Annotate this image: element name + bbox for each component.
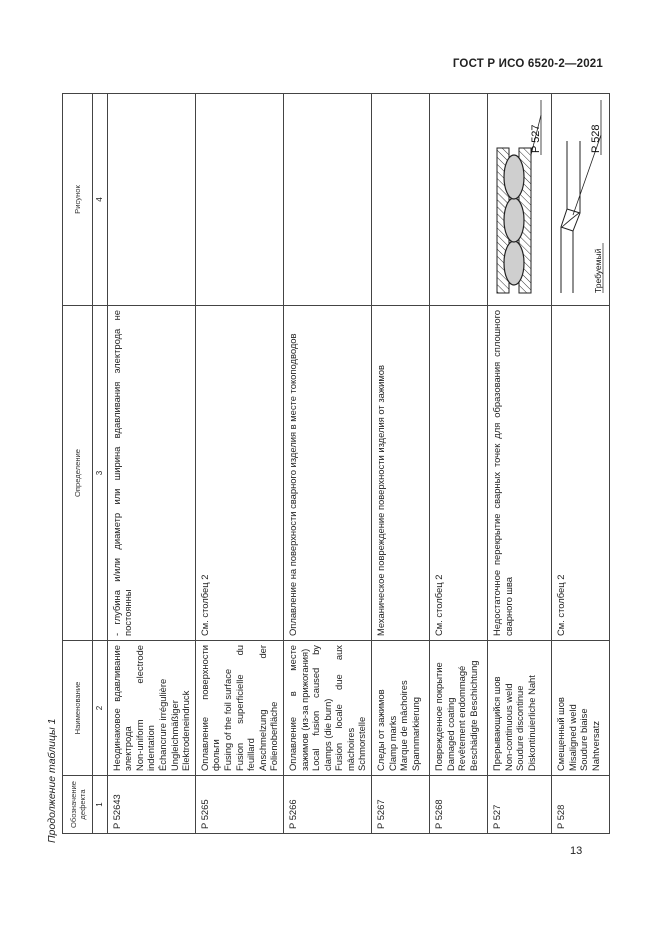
- defect-name: [372, 641, 430, 776]
- name-en: Fusing of the foil surface: [221, 668, 233, 771]
- p528-figure: [553, 94, 609, 305]
- weld-nugget: [504, 241, 524, 285]
- name-fr: Fusion locale due aux mâchoires: [333, 645, 356, 771]
- table-row: [283, 94, 371, 834]
- defect-code: P 5266: [283, 776, 371, 834]
- name-de: Anschmelzung der Folienoberfläche: [256, 645, 280, 771]
- defects-table: [62, 93, 610, 834]
- name-fr: Soudure discontinue: [514, 685, 526, 771]
- defect-code: P 5265: [195, 776, 283, 834]
- rotated-table: [62, 94, 603, 834]
- name-en: Non-continuous weld: [502, 683, 514, 771]
- weld-nugget: [504, 198, 524, 242]
- figure-caption: Требуемый: [592, 248, 603, 293]
- defect-figure: [283, 94, 371, 306]
- table-row: [488, 94, 552, 834]
- upper-edge: [561, 141, 567, 293]
- defect-figure: [107, 94, 195, 306]
- name-de: Schmorstelle: [356, 716, 368, 771]
- document-header: ГОСТ Р ИСО 6520-2—2021: [452, 58, 603, 70]
- defect-definition: См. столбец 2: [552, 306, 610, 641]
- name-fr: Soudure biaise: [578, 708, 590, 771]
- name-en: Local fusion caused by clamps (die burn): [310, 645, 333, 771]
- name-fr: Échancrure irrégulière: [156, 678, 168, 771]
- defect-name: [283, 641, 371, 776]
- name-ru: Прерывающийся шов: [491, 676, 503, 771]
- name-fr: Fusion superficielle du feuillard: [233, 645, 257, 771]
- name-fr: Revêtement endommagé: [456, 665, 468, 771]
- name-en: Misaligned weld: [566, 704, 578, 771]
- name-ru: Оплавление поверхности фольги: [198, 645, 222, 771]
- name-ru: Оплавление в месте зажимов (из-за прижогания): [286, 645, 310, 771]
- column-number: 3: [93, 306, 108, 641]
- table-header-row: [63, 94, 93, 834]
- defect-definition: См. столбец 2: [195, 306, 283, 641]
- header-name: Наименование: [63, 641, 93, 776]
- column-number: 1: [93, 776, 108, 834]
- defect-figure: [195, 94, 283, 306]
- p527-figure: [489, 94, 551, 305]
- defect-name: [488, 641, 552, 776]
- defect-figure: [372, 94, 430, 306]
- table-caption: Продолжение таблицы 1: [46, 718, 58, 843]
- name-de: Diskontinuierliche Naht: [525, 675, 537, 771]
- name-ru: Следы от зажимов: [375, 689, 387, 771]
- table-row: [195, 94, 283, 834]
- weld-nugget: [504, 155, 524, 199]
- name-ru: Неодинаковое вдавливание электрода: [110, 645, 134, 771]
- defect-definition: Механическое повреждение поверхности изделия от зажимов: [372, 306, 430, 641]
- defect-definition: Оплавление на поверхности сварного изделия в месте токоподводов: [283, 306, 371, 641]
- name-de: Nahtversatz: [589, 720, 601, 771]
- column-number: 2: [93, 641, 108, 776]
- table-row: [430, 94, 488, 834]
- defect-name: [552, 641, 610, 776]
- defect-figure: [430, 94, 488, 306]
- name-en: Non-uniform electrode indentation: [133, 645, 157, 771]
- name-fr: Marque de mâchoires: [398, 680, 410, 771]
- table-row: [552, 94, 610, 834]
- figure-label: P 528: [589, 124, 602, 153]
- table-row: [107, 94, 195, 834]
- table-row: [372, 94, 430, 834]
- header-figure: Рисунок: [63, 94, 93, 306]
- defect-definition: Недостаточное перекрытие сварных точек для образования сплошного сварного шва: [488, 306, 552, 641]
- page-number: 13: [570, 845, 583, 857]
- defect-code: P 5268: [430, 776, 488, 834]
- name-en: Clamp marks: [386, 715, 398, 771]
- defect-code: P 52643: [107, 776, 195, 834]
- name-en: Damaged coating: [444, 697, 456, 771]
- misaligned-weld-drawing: [553, 95, 609, 305]
- name-de: Spannmarkierung: [409, 696, 421, 771]
- name-ru: Поврежденное покрытие: [433, 662, 445, 771]
- name-de: Ungleichmäßiger Elektrodeneindruck: [168, 690, 192, 771]
- column-number-row: [93, 94, 108, 834]
- defect-code: P 528: [552, 776, 610, 834]
- name-de: Beschädigte Beschichtung: [467, 660, 479, 771]
- column-number: 4: [93, 94, 108, 306]
- defect-definition: - глубина и/или диаметр или ширина вдавливания электрода не постоянны: [107, 306, 195, 641]
- defect-code: P 5267: [372, 776, 430, 834]
- defect-code: P 527: [488, 776, 552, 834]
- header-code: Обозначение дефекта: [63, 776, 93, 834]
- header-definition: Определение: [63, 306, 93, 641]
- defect-name: [430, 641, 488, 776]
- figure-label: P 527: [529, 124, 542, 153]
- defect-name: [195, 641, 283, 776]
- non-continuous-weld-drawing: [489, 95, 551, 305]
- defect-definition: См. столбец 2: [430, 306, 488, 641]
- defect-figure: [552, 94, 610, 306]
- name-ru: Смещенный шов: [555, 697, 567, 771]
- defect-figure: [488, 94, 552, 306]
- defect-name: [107, 641, 195, 776]
